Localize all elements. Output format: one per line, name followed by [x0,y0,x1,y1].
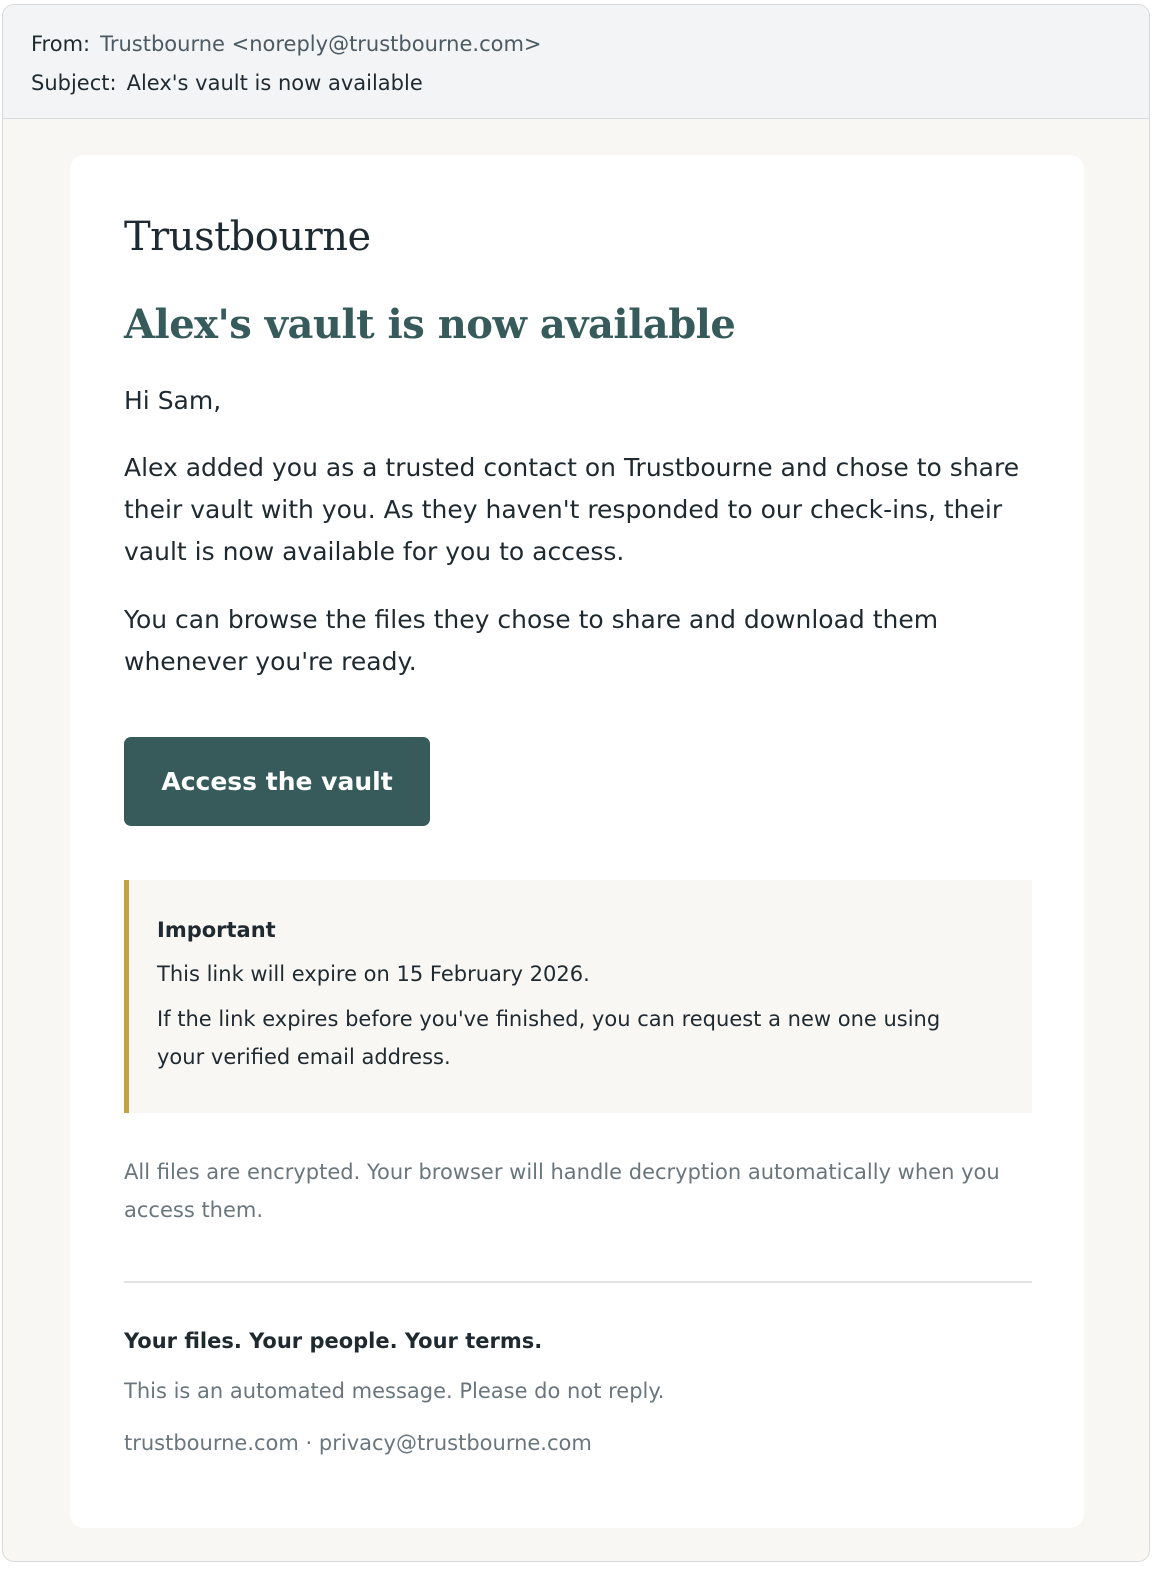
from-value: Trustbourne <noreply@trustbourne.com> [100,32,542,56]
automated-notice: This is an automated message. Please do not reply. [124,1379,665,1403]
site-link[interactable]: trustbourne.com [124,1431,299,1455]
subject-label: Subject: [31,71,117,95]
callout-title: Important [157,918,276,942]
email-window [2,4,1150,1562]
email-headline: Alex's vault is now available [124,301,736,348]
intro-paragraph: Alex added you as a trusted contact on Trustbourne and chose to share their vault with you. As they haven't responded to our check-ins, their vault is now available for you to access. [124,453,1020,566]
subject-value: Alex's vault is now available [126,71,423,95]
from-label: From: [31,32,91,56]
brand-logo-text: Trustbourne [124,214,371,260]
footer-links [124,1425,1032,1461]
access-vault-button[interactable]: Access the vault [124,737,430,826]
footer-divider [124,1281,1032,1283]
expiry-notice: This link will expire on 15 February 2026. [157,962,590,986]
browse-paragraph: You can browse the files they chose to share and download them whenever you're ready. [124,605,939,676]
email-header [3,5,1149,119]
subject-row [31,64,1149,103]
from-row [31,25,1149,64]
encryption-note: All files are encrypted. Your browser will handle decryption automatically when you access them. [124,1160,1000,1222]
footer-tagline: Your files. Your people. Your terms. [124,1329,543,1353]
link-separator: · [298,1431,319,1455]
renewal-notice: If the link expires before you've finished, you can request a new one using your verified email address. [157,1007,941,1069]
email-card [70,155,1084,1528]
privacy-email-link[interactable]: privacy@trustbourne.com [318,1431,592,1455]
greeting: Hi Sam, [124,386,222,415]
important-callout [124,880,1032,1113]
